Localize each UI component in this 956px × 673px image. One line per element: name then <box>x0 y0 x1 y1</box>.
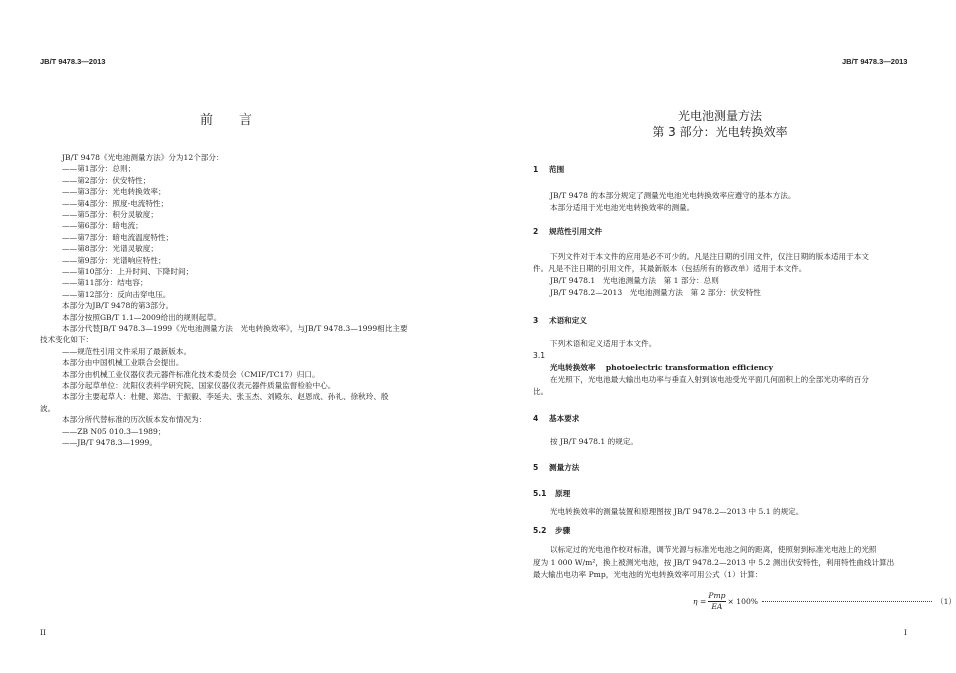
paragraph: 按 JB/T 9478.1 的规定。 <box>550 437 639 446</box>
foreword-line: ——第4部分：照度-电流特性； <box>62 198 169 208</box>
doc-title-line1: 光电池测量方法 <box>677 109 762 123</box>
left-page-header: JB/T 9478.3—2013 <box>40 57 106 66</box>
doc-title-line2: 第 3 部分：光电转换效率 <box>652 125 788 139</box>
foreword-line: ——第10部分：上升时间、下降时间； <box>62 267 194 276</box>
foreword-line: ——第7部分：暗电流温度特性； <box>62 232 174 242</box>
foreword-line: 波。 <box>40 403 56 413</box>
foreword-line: 本部分所代替标准的历次版本发布情况为： <box>62 415 207 425</box>
paragraph: 本部分适用于光电池光电转换效率的测量。 <box>550 203 695 212</box>
section-1-heading: 1 范围 <box>533 165 565 174</box>
left-page-number: II <box>40 628 46 637</box>
section-3-heading: 3 术语和定义 <box>533 316 587 325</box>
section-5-2-heading: 5.2 步骤 <box>533 526 571 535</box>
term-number: 3.1 <box>533 351 546 360</box>
foreword-line: JB/T 9478《光电池测量方法》分为12个部分： <box>62 153 224 162</box>
paragraph: 下列术语和定义适用于本文件。 <box>550 339 657 348</box>
section-5-heading: 5 测量方法 <box>533 463 580 472</box>
foreword-line: ——第3部分：光电转换效率； <box>62 187 166 197</box>
foreword-line: 本部分代替JB/T 9478.3—1999《光电池测量方法 光电转换效率》，与JB/T 9478.3—1999相比主要 <box>62 324 408 333</box>
foreword-title: 前 言 <box>200 113 253 128</box>
foreword-line: ——第12部分：反向击穿电压。 <box>62 289 171 299</box>
section-4-heading: 4 基本要求 <box>533 414 580 423</box>
section-2-heading: 2 规范性引用文件 <box>533 227 603 236</box>
paragraph: 光电转换效率的测量装置和原理图按 JB/T 9478.2—2013 中 5.1 的规定。 <box>550 507 804 516</box>
paragraph: 最大输出电功率 Pmp，光电池的光电转换效率可用公式（1）计算： <box>533 570 763 579</box>
foreword-line: 本部分主要起草人：杜健、郑浩、于振毅、李延夫、张玉杰、刘殿东、赵恩成、孙礼、徐秋玲、殷 <box>62 392 389 402</box>
foreword-line: 本部分按照GB/T 1.1—2009给出的规则起草。 <box>62 312 222 322</box>
section-5-1-heading: 5.1 原理 <box>533 489 571 498</box>
paragraph: 件。凡是不注日期的引用文件，其最新版本（包括所有的修改单）适用于本文件。 <box>533 264 807 273</box>
foreword-line: 本部分由中国机械工业联合会提出。 <box>62 358 184 368</box>
foreword-line: ——第5部分：积分灵敏度； <box>62 210 158 219</box>
foreword-line: ——第11部分：结电容； <box>62 278 148 288</box>
foreword-line: ——第8部分：光谱灵敏度； <box>62 244 158 254</box>
foreword-line: 本部分为JB/T 9478的第3部分。 <box>62 301 174 311</box>
definition: 在光照下，光电池最大输出电功率与垂直入射到该电池受光平面几何面积上的全部光功率的百分 <box>550 375 869 384</box>
foreword-line: ——JB/T 9478.3—1999。 <box>62 438 157 447</box>
foreword-line: ——ZB N05 010.3—1989； <box>62 426 166 436</box>
paragraph: 度为 1 000 W/m²，换上被测光电池，按 JB/T 9478.2—2013 中 5.2 测出伏安特性，利用特性曲线计算出 <box>533 558 895 567</box>
foreword-line: ——第9部分：光谱响应特性； <box>62 255 166 265</box>
leader-dots <box>762 601 932 602</box>
paragraph: JB/T 9478 的本部分规定了测量光电池光电转换效率应遵守的基本方法。 <box>550 191 796 200</box>
foreword-line: ——第1部分：总则； <box>62 164 136 174</box>
reference-item: JB/T 9478.1 光电池测量方法 第 1 部分：总则 <box>550 276 719 285</box>
foreword-line: ——第2部分：伏安特性； <box>62 175 151 185</box>
term: 光电转换效率 photoelectric transformation efficiency <box>550 363 774 372</box>
reference-item: JB/T 9478.2—2013 光电池测量方法 第 2 部分：伏安特性 <box>550 288 761 297</box>
right-page-number: I <box>904 628 907 637</box>
paragraph: 以标定过的光电池作校对标准，调节光源与标准光电池之间的距离，使照射到标准光电池上的光照 <box>550 545 877 554</box>
right-page-header: JB/T 9478.3—2013 <box>842 57 908 66</box>
formula-1: η = $\frac{\text{Pmp}}{EA}$ × 100% （1） <box>693 591 956 611</box>
foreword-line: 本部分起草单位：沈阳仪表科学研究院、国家仪器仪表元器件质量监督检验中心。 <box>62 381 336 390</box>
foreword-line: 本部分由机械工业仪器仪表元器件标准化技术委员会（CMIF/TC17）归口。 <box>62 369 320 379</box>
foreword-line: ——第6部分：暗电流； <box>62 221 143 231</box>
paragraph: 下列文件对于本文件的应用是必不可少的。凡是注日期的引用文件，仅注日期的版本适用于本文 <box>550 252 869 261</box>
foreword-line: 技术变化如下： <box>40 335 94 345</box>
definition: 比。 <box>533 387 549 396</box>
foreword-line: ——规范性引用文件采用了最新版本。 <box>62 346 192 356</box>
